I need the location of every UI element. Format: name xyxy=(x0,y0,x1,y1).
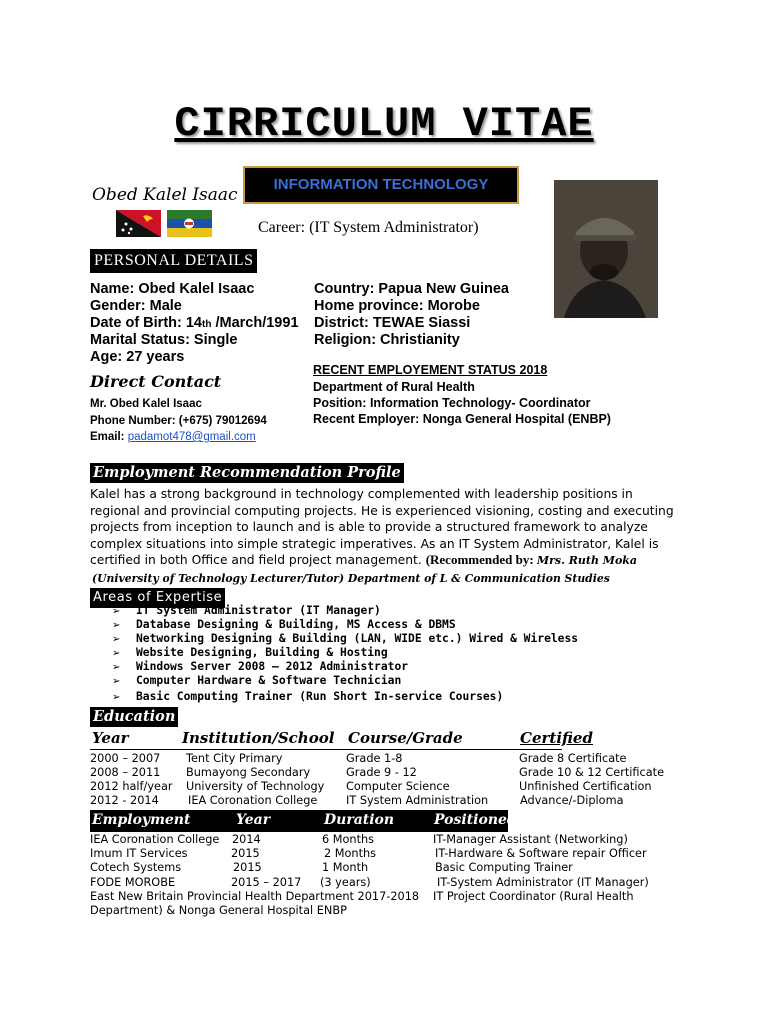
edu-cell: 2000 – 2007 xyxy=(90,752,161,765)
edu-cell: 2012 - 2014 xyxy=(90,794,159,807)
emp-col-duration: Duration xyxy=(324,812,395,828)
arrow-bullet-icon: ➢ xyxy=(112,662,121,673)
edu-cell: Advance/-Diploma xyxy=(520,794,624,807)
contact-name: Mr. Obed Kalel Isaac xyxy=(90,398,202,410)
emp-cell: 2015 xyxy=(233,861,262,874)
profile-paragraph: Kalel has a strong background in technology complemented with leadership positions in regional and provincial computing projects. He is experienced visioning, costing and executing projects from inception to launch and is able to provide a structured framework to analyze complex situations into simple strategic imperatives. As an IT System Administrator, Kalel is certified in both Office and field project management. (Recommended by: Mrs. Ruth Moka xyxy=(90,487,674,567)
emp-cell: 1 Month xyxy=(322,861,369,874)
detail-dob: Date of Birth: 14th /March/1991 xyxy=(90,315,299,331)
contact-email-row: Email: padamot478@gmail.com xyxy=(90,431,256,443)
emp-cell: 6 Months xyxy=(322,833,375,846)
edu-cell: Grade 9 - 12 xyxy=(346,766,417,779)
expertise-item: Computer Hardware & Software Technician xyxy=(136,674,402,687)
emp-cell: 2015 xyxy=(231,847,260,860)
expertise-item: Website Designing, Building & Hosting xyxy=(136,646,388,659)
emp-col-year: Year xyxy=(236,812,271,828)
arrow-bullet-icon: ➢ xyxy=(112,606,121,617)
emp-cell: IT-System Administrator (IT Manager) xyxy=(437,876,649,889)
edu-cell: Bumayong Secondary xyxy=(186,766,311,779)
direct-contact-heading: Direct Contact xyxy=(90,372,222,391)
detail-district: District: TEWAE Siassi xyxy=(314,315,471,331)
expertise-item: IT System Administrator (IT Manager) xyxy=(136,604,381,617)
contact-phone: Phone Number: (+675) 79012694 xyxy=(90,415,267,427)
edu-cell: Grade 8 Certificate xyxy=(519,752,627,765)
script-name: Obed Kalel Isaac xyxy=(92,185,238,205)
edu-cell: 2012 half/year xyxy=(90,780,173,793)
expertise-item: Basic Computing Trainer (Run Short In-service Courses) xyxy=(136,690,504,703)
edu-cell: IEA Coronation College xyxy=(188,794,318,807)
emp-col-positioned: Positioned xyxy=(434,812,517,828)
edu-cell: Grade 10 & 12 Certificate xyxy=(519,766,665,779)
personal-details-heading: PERSONAL DETAILS xyxy=(90,249,257,273)
detail-country: Country: Papua New Guinea xyxy=(314,281,509,297)
arrow-bullet-icon: ➢ xyxy=(112,648,121,659)
detail-age: Age: 27 years xyxy=(90,349,185,365)
arrow-bullet-icon: ➢ xyxy=(112,620,121,631)
emp-cell: East New Britain Provincial Health Department 2017-2018 xyxy=(90,890,420,903)
emp-cell: Department) & Nonga General Hospital ENBP xyxy=(90,904,347,917)
recent-line: Recent Employer: Nonga General Hospital (ENBP) xyxy=(313,412,611,426)
recommender-name: Mrs. Ruth Moka xyxy=(536,554,638,567)
recommender-affiliation: (University of Technology Lecturer/Tutor) Department of L & Communication Studies xyxy=(92,572,610,585)
emp-cell: FODE MOROBE xyxy=(90,876,176,889)
education-heading: Education xyxy=(90,707,178,727)
recent-line: Department of Rural Health xyxy=(313,380,475,394)
edu-cell: Computer Science xyxy=(346,780,450,793)
career-line: Career: (IT System Administrator) xyxy=(258,219,479,236)
edu-cell: Grade 1-8 xyxy=(346,752,403,765)
recent-line: Position: Information Technology- Coordinator xyxy=(313,396,591,410)
detail-gender: Gender: Male xyxy=(90,298,182,314)
expertise-heading: Areas of Expertise xyxy=(90,588,225,608)
edu-col-year: Year xyxy=(92,729,129,747)
detail-marital: Marital Status: Single xyxy=(90,332,238,348)
emp-col-employment: Employment xyxy=(92,812,191,828)
edu-cell: Tent City Primary xyxy=(186,752,283,765)
emp-cell: 2015 – 2017 xyxy=(231,876,302,889)
cv-title: CIRRICULUM VITAE xyxy=(174,100,594,148)
emp-cell: Cotech Systems xyxy=(90,861,182,874)
expertise-item: Database Designing & Building, MS Access & DBMS xyxy=(136,618,456,631)
emp-cell: IEA Coronation College xyxy=(90,833,220,846)
recent-employment-heading: RECENT EMPLOYEMENT STATUS 2018 xyxy=(313,363,548,377)
detail-religion: Religion: Christianity xyxy=(314,332,460,348)
arrow-bullet-icon: ➢ xyxy=(112,634,121,645)
emp-cell: Imum IT Services xyxy=(90,847,188,860)
png-flag-icon xyxy=(116,210,161,237)
arrow-bullet-icon: ➢ xyxy=(112,692,121,703)
emp-cell: (3 years) xyxy=(320,876,371,889)
edu-cell: 2008 – 2011 xyxy=(90,766,161,779)
recommended-label: (Recommended by: xyxy=(425,552,537,567)
emp-cell: Basic Computing Trainer xyxy=(435,861,573,874)
edu-cell: IT System Administration xyxy=(346,794,489,807)
expertise-item: Windows Server 2008 – 2012 Administrator xyxy=(136,660,409,673)
detail-name: Name: Obed Kalel Isaac xyxy=(90,281,255,297)
specialty-banner: INFORMATION TECHNOLOGY xyxy=(243,166,519,204)
edu-cell: Unfinished Certification xyxy=(519,780,652,793)
emp-cell: IT-Manager Assistant (Networking) xyxy=(433,833,628,846)
email-link[interactable]: padamot478@gmail.com xyxy=(127,431,256,443)
emp-cell: IT Project Coordinator (Rural Health xyxy=(433,890,634,903)
edu-col-certified: Certified xyxy=(520,729,593,747)
education-header-rule xyxy=(90,749,562,750)
profile-photo xyxy=(554,180,658,318)
morobe-flag-icon xyxy=(167,210,212,237)
edu-col-institution: Institution/School xyxy=(182,729,335,747)
emp-cell: 2 Months xyxy=(324,847,377,860)
detail-province: Home province: Morobe xyxy=(314,298,480,314)
edu-cell: University of Technology xyxy=(186,780,325,793)
edu-col-course: Course/Grade xyxy=(348,729,463,747)
emp-cell: IT-Hardware & Software repair Officer xyxy=(435,847,647,860)
emp-cell: 2014 xyxy=(232,833,261,846)
expertise-item: Networking Designing & Building (LAN, WIDE etc.) Wired & Wireless xyxy=(136,632,579,645)
arrow-bullet-icon: ➢ xyxy=(112,676,121,687)
profile-heading: Employment Recommendation Profile xyxy=(90,463,404,483)
